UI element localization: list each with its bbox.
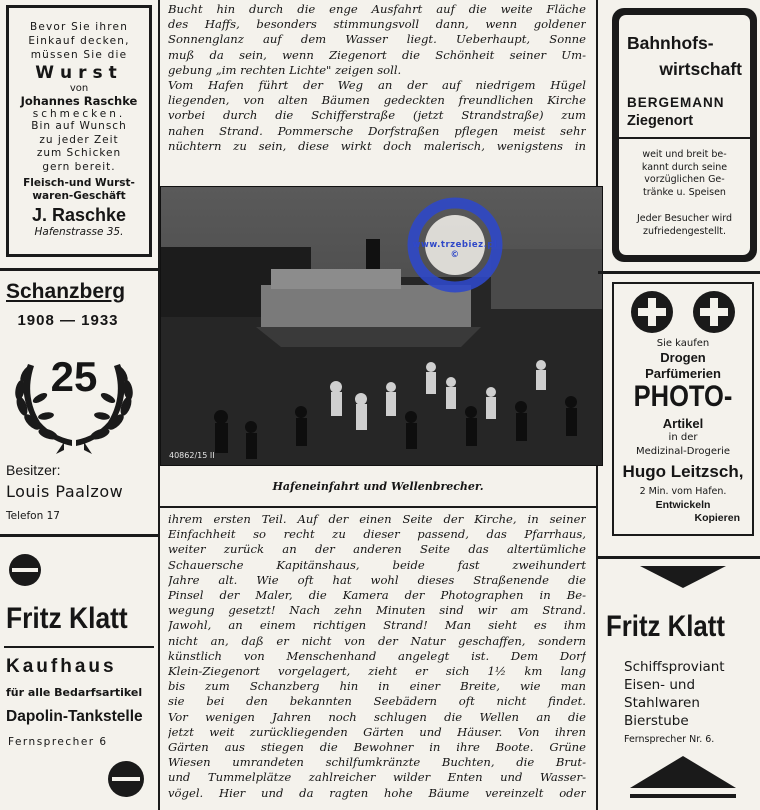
top-circle-emblem-icon: [8, 553, 42, 587]
raschke-intro: Bevor Sie ihren Einkauf decken, müssen Sie die: [28, 21, 130, 61]
harbor-scene-image: [161, 187, 603, 466]
klatt-kaufhaus-ad: [4, 540, 154, 808]
schanzberg-phone: Telefon 17: [6, 510, 60, 522]
bottom-circle-emblem-icon: [107, 760, 145, 798]
schanzberg-years: 1908 — 1933: [17, 312, 119, 329]
klatt-left-rule: [4, 646, 154, 648]
schanzberg-title: Schanzberg: [6, 280, 126, 303]
top-triangle-ornament-icon: [640, 566, 726, 590]
center-divider: [160, 506, 596, 508]
raschke-offer: Bin auf Wunsch zu jeder Zeit zum Schicken gern bereit.: [31, 120, 127, 173]
bahnhof-title-1: Bahnhofs-: [627, 33, 714, 53]
drogerie-distance: 2 Min. vom Hafen.: [639, 486, 727, 497]
bahnhof-owner: BERGEMANN: [627, 95, 725, 110]
raschke-headline: Wurst: [35, 63, 123, 83]
article-bottom-text: ihrem ersten Teil. Auf der einen Seite der Kirche, in seiner Einfachheit so recht zu dieser passend, das Pfarrhaus, weiter zurück an der anderen Seite das altertümliche Schauersche Kapitänshaus, beide fast zweihundert Jahre alt. Wie oft hat wohl dieses Straßenende die Pinsel der Maler, die Kamera der Photographen in Be- wegung gesetzt! Nach zehn Minuten sind wir am Strand. Jawohl, an einem richtigen Strand! Man sieht es ihm nicht an, daß er nicht von der Natur geschaffen, sondern künstlich von Menschenhand angelegt ist. Dem Dorf Klein-Ziegenort vorgelagert, zieht er sich 1½ km lang bis zum Schanzberg hin in einer Breite, wie man sie bei den bekannten Seebädern oft nicht findet. Vor wenigen Jahren noch schlugen die Wellen an die jetzt weit zurückliegenden Gärten und Häuser. Von ihren Gärten aus stiegen die Bewohner in ihre Boote. Grüne Wiesen umrandeten schilfumkränzte Buchten, die Brut- und Tummelplätze zahlreicher wilder Enten und Wasser- vögel. Hier und da ragten hohe Bäume vereinzelt oder: [168, 512, 586, 800]
drogerie-service2: Kopieren: [694, 512, 740, 524]
raschke-verb: schmecken.: [32, 108, 126, 120]
schanzberg-ad: [4, 280, 154, 530]
drogerie-line4: in der: [668, 432, 698, 443]
bahnhof-title-2: wirtschaft: [659, 59, 742, 79]
klatt-proviant-ad: [604, 566, 758, 808]
drogerie-line5: Medizinal-Drogerie: [635, 446, 731, 457]
raschke-ad: [6, 5, 152, 257]
schanzberg-jubilee: 25: [50, 353, 98, 400]
drogerie-line2: Parfümerien: [645, 366, 721, 381]
harbor-photo: [160, 186, 603, 466]
raschke-address: Hafenstrasse 35.: [34, 226, 124, 238]
cross-emblem-left-icon: [630, 290, 674, 334]
klatt-left-store: Kaufhaus: [6, 656, 117, 677]
left-divider-1: [0, 268, 158, 271]
klatt-right-phone: Fernsprecher Nr. 6.: [624, 734, 715, 745]
drogerie-line1: Drogen: [660, 350, 706, 365]
klatt-right-lines: Schiffsproviant Eisen- und Stahlwaren Bierstube: [624, 659, 725, 729]
raschke-shop: Fleisch-und Wurst- waren-Geschäft: [23, 177, 135, 202]
klatt-left-station: Dapolin-Tankstelle: [6, 708, 143, 725]
article-top-text: Bucht hin durch die enge Ausfahrt auf die weite Fläche des Haffs, besonders stimmungsvoll dann, wenn goldener Sonnenglanz auf dem Wasser liegt. Ueberhaupt, Sonne muß da sein, wenn Ziegenort die Schönheit seiner Um- gebung „im rechten Lichte" zeigen soll. Vom Hafen führt der Weg an der auf niedrigem Hügel liegenden, von alten Bäumen gedeckten freundlichen Kirche vorbei durch die Schifferstraße (jetzt Strandstraße) zum nahen Strand. Pommersche Dorfstraßen pflegen meist sehr nüchtern zu sein, diese wirkt doch malerisch, wenigstens in: [168, 2, 586, 153]
drogerie-photo: PHOTO-: [633, 380, 733, 413]
cross-emblem-right-icon: [692, 290, 736, 334]
drogerie-ad: [612, 282, 754, 536]
bottom-triangle-ornament-icon: [630, 756, 736, 788]
klatt-left-tagline: für alle Bedarfsartikel: [6, 686, 143, 699]
raschke-signature: J. Raschke: [31, 205, 127, 225]
bahnhof-ad: [612, 8, 757, 262]
drogerie-owner: Hugo Leitzsch,: [622, 462, 744, 481]
bahnhof-desc: weit und breit be- kannt durch seine vorzüglichen Ge- tränke u. Speisen: [641, 149, 728, 198]
raschke-name: Johannes Raschke: [20, 94, 138, 108]
watermark-stamp-text: www.trzebiez.pl ©: [412, 240, 498, 260]
klatt-left-name: Fritz Klatt: [6, 602, 128, 635]
klatt-right-bottom-rule: [630, 794, 736, 798]
drogerie-intro: Sie kaufen: [656, 338, 710, 349]
raschke-von: von: [69, 83, 89, 94]
left-divider-2: [0, 534, 158, 537]
drogerie-line3: Artikel: [662, 416, 704, 431]
photo-caption: Hafeneinfahrt und Wellenbrecher.: [272, 480, 484, 493]
bahnhof-place: Ziegenort: [627, 113, 694, 129]
schanzberg-owner: Louis Paalzow: [6, 482, 124, 501]
schanzberg-owner-label: Besitzer:: [6, 462, 61, 478]
bahnhof-rule: [619, 137, 750, 139]
klatt-left-phone: Fernsprecher 6: [8, 736, 108, 748]
right-divider-1: [598, 271, 760, 274]
klatt-right-name: Fritz Klatt: [606, 610, 725, 643]
photo-number: 40862/15 II: [169, 451, 215, 460]
drogerie-service1: Entwickeln: [655, 499, 711, 511]
bahnhof-footer: Jeder Besucher wird zufriedengestellt.: [637, 213, 732, 237]
right-divider-2: [598, 556, 760, 559]
